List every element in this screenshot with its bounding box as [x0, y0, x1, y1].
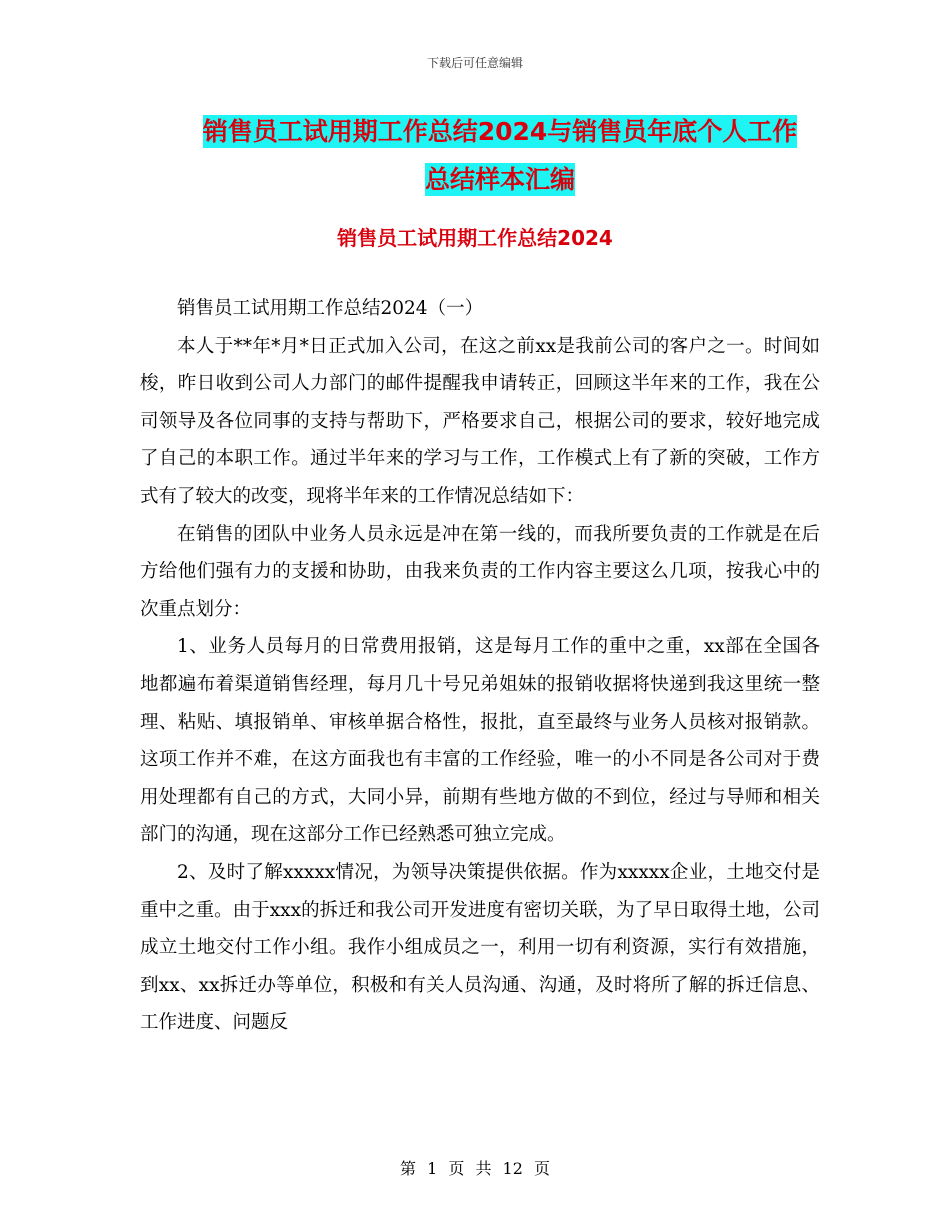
document-title	[140, 108, 860, 204]
page-header: 下载后可任意编辑	[426, 56, 523, 70]
page-number: 第 1 页 共 12 页	[400, 1159, 550, 1178]
section-title: 销售员工试用期工作总结2024	[337, 226, 613, 250]
paragraph: 2、及时了解xxxxx情况，为领导决策提供依据。作为xxxxx企业，土地交付是重中之重。由于xxx的拆迁和我公司开发进度有密切关联，为了早日取得土地，公司成立土地交付工作小组。我作小组成员之一，利用一切有利资源，实行有效措施，到xx、xx拆迁办等单位，积极和有关人员沟通、沟通，及时将所了解的拆迁信息、工作进度、问题反	[140, 861, 820, 1034]
paragraph: 1、业务人员每月的日常费用报销，这是每月工作的重中之重，xx部在全国各地都遍布着渠道销售经理，每月几十号兄弟姐妹的报销收据将快递到我这里统一整理、粘贴、填报销单、审核单据合格性，报批，直至最终与业务人员核对报销款。这项工作并不难，在这方面我也有丰富的工作经验，唯一的小不同是各公司对于费用处理都有自己的方式，大同小异，前期有些地方做的不到位，经过与导师和相关部门的沟通，现在这部分工作已经熟悉可独立完成。	[140, 636, 820, 846]
paragraph: 在销售的团队中业务人员永远是冲在第一线的，而我所要负责的工作就是在后方给他们强有力的支援和协助，由我来负责的工作内容主要这么几项，按我心中的次重点划分：	[140, 523, 820, 620]
paragraph-subtitle: 销售员工试用期工作总结2024（一）	[177, 298, 484, 319]
document-body	[140, 290, 820, 1042]
document-title-line-1: 销售员工试用期工作总结2024与销售员年底个人工作	[202, 117, 798, 146]
document-title-line-2: 总结样本汇编	[424, 165, 575, 194]
paragraph: 本人于**年*月*日正式加入公司，在这之前xx是我前公司的客户之一。时间如梭，昨日收到公司人力部门的邮件提醒我申请转正，回顾这半年来的工作，我在公司领导及各位同事的支持与帮助下，严格要求自己，根据公司的要求，较好地完成了自己的本职工作。通过半年来的学习与工作，工作模式上有了新的突破，工作方式有了较大的改变，现将半年来的工作情况总结如下：	[140, 335, 820, 507]
